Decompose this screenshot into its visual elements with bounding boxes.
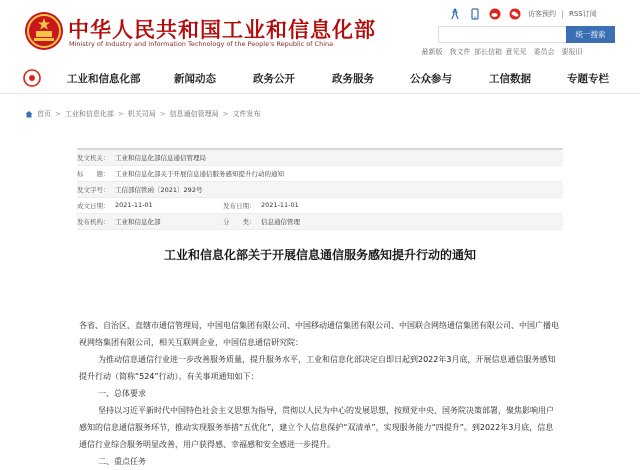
meta-published bbox=[223, 201, 369, 210]
meta-category bbox=[223, 217, 369, 226]
home-logo-icon[interactable] bbox=[23, 69, 41, 87]
meta-row-org bbox=[77, 214, 563, 230]
meta-label: 发布机构： bbox=[77, 218, 110, 226]
document-meta-table bbox=[77, 148, 563, 230]
site-subtitle: Ministry of Industry and Information Technology of the People's Republic of China bbox=[69, 40, 334, 48]
breadcrumb-item[interactable]: 机关司局 bbox=[127, 110, 156, 118]
section-heading: 二、重点任务 bbox=[98, 457, 146, 466]
meta-value: 工业和信息化部信息通信管理局 bbox=[115, 154, 206, 162]
meta-label: 发布日期： bbox=[223, 202, 256, 210]
meta-row-dates bbox=[77, 198, 563, 214]
divider bbox=[562, 10, 563, 19]
meta-value: 工业和信息化部关于开展信息通信服务感知提升行动的通知 bbox=[115, 170, 284, 178]
meta-row-title bbox=[77, 166, 563, 182]
meta-value: 2021-11-01 bbox=[261, 201, 299, 209]
breadcrumb-item[interactable]: 工业和信息化部 bbox=[64, 110, 114, 118]
quick-link[interactable]: 部长信箱 bbox=[474, 48, 502, 56]
document-body bbox=[79, 317, 561, 470]
quick-link[interactable]: 我文件 bbox=[449, 48, 471, 56]
national-emblem-icon[interactable] bbox=[24, 11, 64, 51]
nav-item-services[interactable]: 政务服务 bbox=[332, 73, 374, 85]
quick-link[interactable]: 最新版 bbox=[421, 48, 443, 56]
breadcrumb-item[interactable]: 信息通信管理局 bbox=[169, 110, 219, 118]
meta-label: 成文日期： bbox=[77, 202, 110, 210]
meta-written bbox=[77, 201, 223, 210]
breadcrumb-separator: > bbox=[222, 110, 229, 118]
breadcrumb-separator: > bbox=[55, 110, 61, 118]
breadcrumb-separator: > bbox=[159, 110, 166, 118]
search-button[interactable]: 统一搜索 bbox=[566, 26, 615, 43]
wechat-icon[interactable] bbox=[508, 8, 521, 21]
meta-org bbox=[77, 217, 223, 226]
section-heading: 一、总体要求 bbox=[98, 389, 146, 398]
meta-value: 信息通信管理 bbox=[261, 218, 300, 226]
nav-item-gov-affairs[interactable]: 政务公开 bbox=[253, 73, 295, 85]
accessibility-icon[interactable] bbox=[448, 8, 461, 21]
breadcrumb-separator: > bbox=[117, 110, 124, 118]
breadcrumb-item[interactable]: 文件发布 bbox=[232, 110, 261, 118]
quick-links bbox=[418, 47, 586, 57]
meta-row-docno bbox=[77, 182, 563, 198]
addressee: 各省、自治区、直辖市通信管理局，中国电信集团有限公司、中国移动通信集团有限公司、中国联合网络通信集团有限公司、中国广播电视网络集团有限公司，相关互联网企业，中国信息通信研究院： bbox=[79, 321, 559, 347]
quick-link[interactable]: 要报旧 bbox=[561, 48, 583, 56]
search-input[interactable] bbox=[438, 26, 566, 43]
body-paragraph: 坚持以习近平新时代中国特色社会主义思想为指导，贯彻以人民为中心的发展思想，按照党中央、国务院决策部署，聚焦影响用户感知的信息通信服务环节，推动实现服务举措“五优化”，建立个人信息保护“双清单”，实现服务能力“四提升”。到2022年3月底，信息通信行业综合服务明显改善，用户获得感、幸福感和安全感进一步提升。 bbox=[79, 406, 554, 449]
nav-item-data[interactable]: 工信数据 bbox=[489, 73, 531, 85]
site-header bbox=[0, 0, 640, 62]
mobile-icon[interactable] bbox=[468, 8, 481, 21]
quick-link[interactable]: 意见见 bbox=[505, 48, 527, 56]
meta-label: 标 题： bbox=[77, 170, 110, 178]
nav-item-topics[interactable]: 专题专栏 bbox=[567, 73, 609, 85]
meta-row-issuer bbox=[77, 150, 563, 166]
meta-label: 发文机关： bbox=[77, 154, 110, 162]
nav-item-public[interactable]: 公众参与 bbox=[410, 73, 452, 85]
header-tools bbox=[448, 7, 597, 21]
site-title[interactable]: 中华人民共和国工业和信息化部 bbox=[68, 18, 376, 42]
breadcrumb bbox=[0, 107, 640, 121]
meta-label: 分 类： bbox=[223, 218, 256, 226]
breadcrumb-home[interactable]: 首页 bbox=[37, 110, 51, 118]
main-nav bbox=[0, 62, 640, 94]
meta-value: 工信部信管函〔2021〕292号 bbox=[115, 186, 203, 194]
rss-link[interactable]: RSS订阅 bbox=[569, 10, 597, 18]
home-icon bbox=[25, 110, 33, 118]
quick-link[interactable]: 委员会 bbox=[533, 48, 555, 56]
intro-paragraph: 为推动信息通信行业进一步改善服务质量，提升服务水平，工业和信息化部决定自即日起到2022年3月底，开展信息通信服务感知提升行动（简称“524”行动）。有关事项通知如下： bbox=[79, 355, 556, 381]
meta-value: 2021-11-01 bbox=[115, 201, 153, 209]
meta-value: 工业和信息化部 bbox=[115, 218, 161, 226]
weibo-icon[interactable] bbox=[488, 8, 501, 21]
visit-appointment-link[interactable]: 访客预约 bbox=[528, 10, 556, 18]
nav-item-miit[interactable]: 工业和信息化部 bbox=[67, 73, 141, 85]
meta-label: 发文字号： bbox=[77, 186, 110, 194]
nav-item-news[interactable]: 新闻动态 bbox=[174, 73, 216, 85]
document-title: 工业和信息化部关于开展信息通信服务感知提升行动的通知 bbox=[163, 248, 476, 262]
